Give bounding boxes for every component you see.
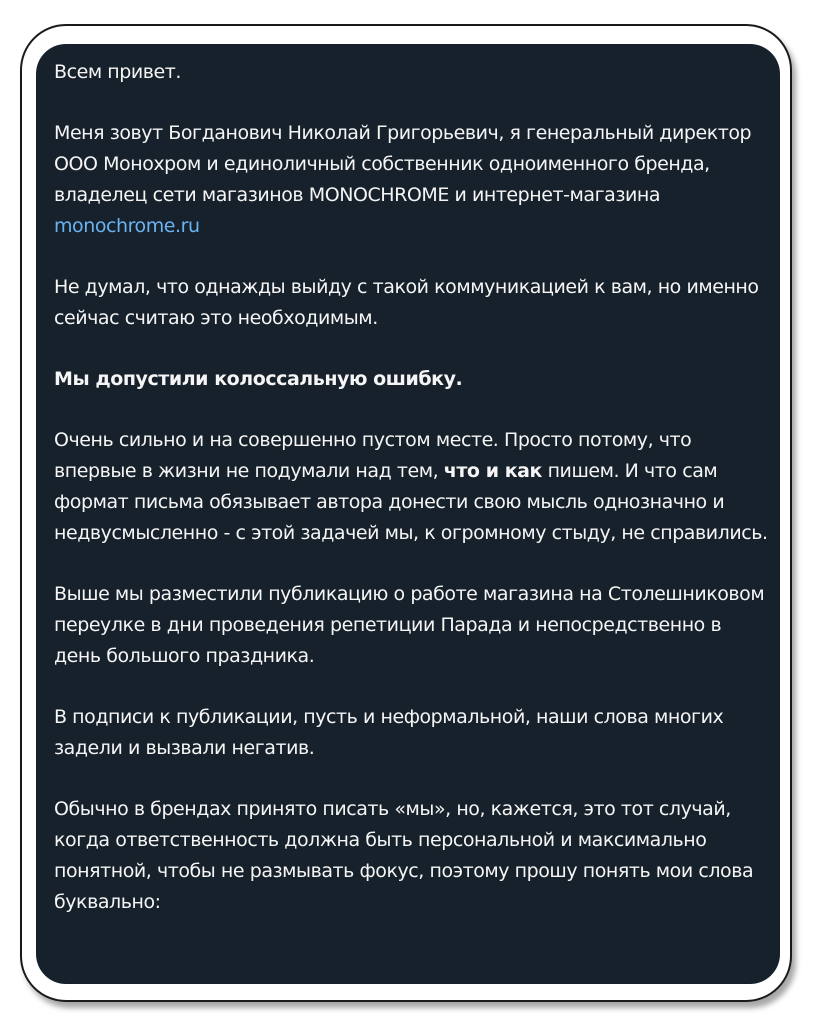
greeting-text: Всем привет. — [54, 61, 181, 83]
paragraph-4-bold-text: Мы допустили колоссальную ошибку. — [54, 368, 463, 390]
message-paragraph-4 — [54, 364, 770, 395]
paragraph-6-text: Выше мы разместили публикацию о работе магазина на Столешниковом переулке в дни проведения репетиции Парада и непосредственно в день большого праздника. — [54, 583, 765, 667]
message-paragraph-3 — [54, 272, 770, 334]
message-paragraph-6 — [54, 579, 770, 672]
paragraph-5-bold-text: что и как — [443, 460, 542, 482]
paragraph-3-text: Не думал, что однажды выйду с такой коммуникацией к вам, но именно сейчас считаю это необходимым. — [54, 276, 759, 329]
paragraph-5-text-part2: пишем. И что сам формат письма обязывает автора донести свою мысль однозначно и недвусмысленно - с этой задачей мы, к огромному стыду, не справились. — [54, 460, 768, 544]
message-bubble — [36, 44, 780, 984]
paragraph-5-text-part1: Очень сильно и на совершенно пустом месте. Просто потому, что впервые в жизни не подумали над тем, — [54, 429, 692, 482]
message-paragraph-5 — [54, 425, 770, 549]
message-paragraph-7 — [54, 702, 770, 764]
intro-text: Меня зовут Богданович Николай Григорьевич, я генеральный директор ООО Монохром и единоличный собственник одноименного бренда, владелец сети магазинов MONOCHROME и интернет-магазина — [54, 122, 752, 206]
website-link[interactable]: monochrome.ru — [54, 215, 200, 237]
message-paragraph-greeting — [54, 57, 770, 88]
paragraph-7-text: В подписи к публикации, пусть и неформальной, наши слова многих задели и вызвали негатив. — [54, 706, 724, 759]
message-paragraph-8 — [54, 794, 770, 918]
message-paragraph-intro — [54, 118, 770, 242]
message-text — [54, 57, 770, 918]
paragraph-8-text: Обычно в брендах принято писать «мы», но, кажется, это тот случай, когда ответственность должна быть персональной и максимально понятной, чтобы не размывать фокус, поэтому прошу понять мои слова буквально: — [54, 798, 754, 913]
